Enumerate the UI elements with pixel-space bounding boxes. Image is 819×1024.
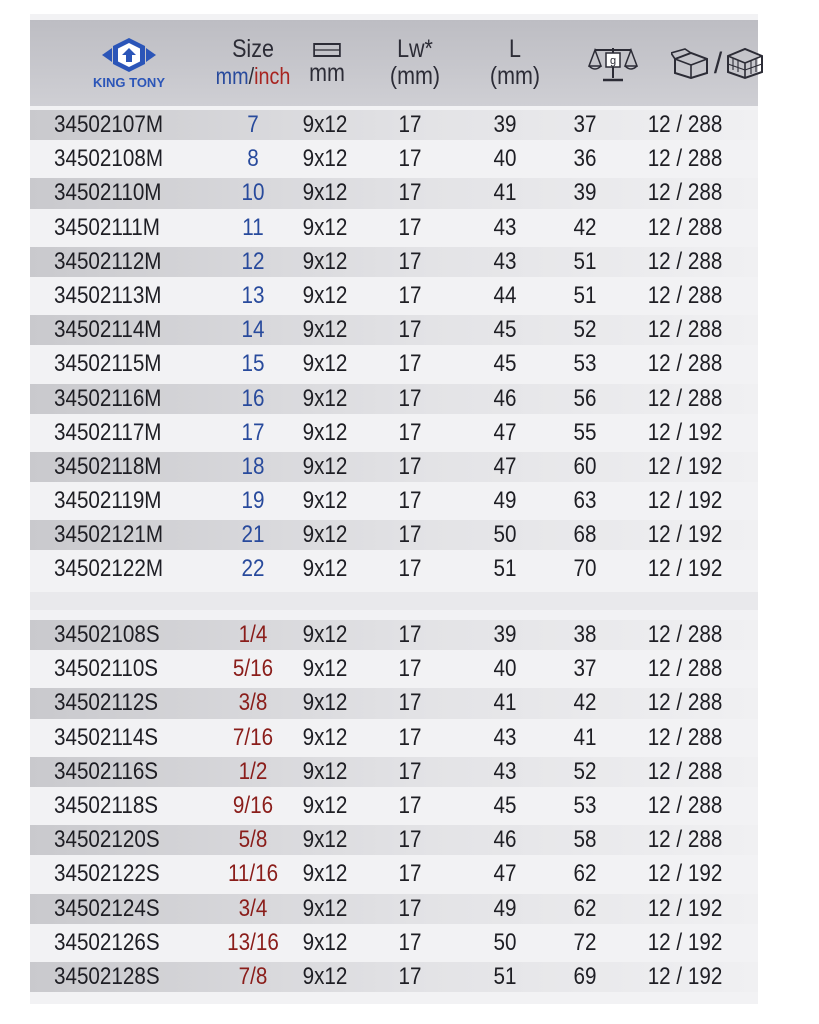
packing-value: 12 / 288 [647, 179, 723, 207]
length-value: 45 [493, 350, 517, 378]
size-value: 8 [247, 145, 259, 173]
weight-value: 41 [573, 723, 597, 751]
square-drive-value: 9x12 [302, 757, 348, 785]
size-value: 19 [241, 487, 265, 515]
size-value: 5/16 [232, 655, 274, 683]
packing-value: 12 / 192 [647, 860, 723, 888]
lw-value: 17 [398, 555, 422, 583]
packing-value: 12 / 192 [647, 521, 723, 549]
part-number: 34502108S [54, 621, 160, 648]
part-number: 34502126S [54, 928, 160, 956]
square-drive-value: 9x12 [302, 350, 348, 378]
lw-unit: (mm) [389, 62, 441, 90]
part-number: 34502116M [54, 384, 162, 412]
size-label: Size [232, 35, 274, 63]
weight-value: 39 [573, 179, 597, 207]
lw-value: 17 [398, 757, 422, 785]
lw-value: 17 [398, 928, 422, 956]
table-row [30, 686, 758, 720]
length-value: 43 [493, 247, 517, 275]
table-row [30, 721, 758, 755]
length-value: 47 [493, 860, 517, 888]
length-value: 43 [493, 213, 517, 241]
table-row [30, 176, 758, 210]
table-row [30, 857, 758, 891]
square-drive-value: 9x12 [302, 316, 348, 344]
header-weight [568, 20, 658, 106]
square-drive-value: 9x12 [302, 621, 348, 648]
square-drive-value: 9x12 [302, 928, 348, 956]
table-row [30, 108, 758, 142]
length-value: 43 [493, 723, 517, 751]
size-value: 13 [241, 281, 265, 309]
packing-value: 12 / 288 [647, 655, 723, 683]
packing-value: 12 / 288 [647, 791, 723, 819]
lw-value: 17 [398, 860, 422, 888]
part-number: 34502113M [54, 281, 162, 309]
lw-value: 17 [398, 384, 422, 412]
header-length [481, 20, 550, 106]
packing-value: 12 / 192 [647, 962, 723, 990]
part-number: 34502119M [54, 487, 162, 515]
part-number: 34502115M [54, 350, 162, 378]
inner-box-icon [671, 47, 711, 79]
packing-value: 12 / 288 [647, 145, 723, 173]
packing-value: 12 / 288 [647, 247, 723, 275]
packing-value: 12 / 192 [647, 928, 723, 956]
brand-name: KING TONY [93, 75, 165, 90]
weight-value: 36 [573, 145, 597, 173]
table-row [30, 926, 758, 960]
table-row [30, 245, 758, 279]
square-drive-value: 9x12 [302, 689, 348, 717]
table-row [30, 755, 758, 789]
size-value: 3/8 [238, 689, 268, 717]
length-value: 47 [493, 418, 517, 446]
length-value: 51 [493, 555, 517, 583]
part-number: 34502120S [54, 826, 160, 854]
size-value: 16 [241, 384, 265, 412]
lw-value: 17 [398, 213, 422, 241]
pack-slash: / [713, 46, 723, 80]
l-unit: (mm) [489, 62, 541, 90]
lw-value: 17 [398, 350, 422, 378]
length-value: 39 [493, 621, 517, 648]
length-value: 46 [493, 826, 517, 854]
part-number: 34502110M [54, 179, 162, 207]
group-separator [30, 592, 758, 610]
packing-value: 12 / 192 [647, 418, 723, 446]
metric-sizes-table [30, 108, 758, 587]
table-row [30, 652, 758, 686]
weight-value: 37 [573, 655, 597, 683]
part-number: 34502110S [54, 655, 159, 683]
weight-value: 69 [573, 962, 597, 990]
length-value: 40 [493, 145, 517, 173]
packing-value: 12 / 288 [647, 384, 723, 412]
part-number: 34502114M [54, 316, 162, 344]
lw-value: 17 [398, 452, 422, 480]
packing-value: 12 / 192 [647, 452, 723, 480]
weight-value: 62 [573, 894, 597, 922]
square-drive-value: 9x12 [302, 962, 348, 990]
square-drive-value: 9x12 [302, 247, 348, 275]
lw-value: 17 [398, 791, 422, 819]
square-drive-icon [312, 40, 341, 60]
weight-value: 51 [573, 281, 597, 309]
lw-value: 17 [398, 145, 422, 173]
lw-value: 17 [398, 723, 422, 751]
length-value: 43 [493, 757, 517, 785]
weight-value: 62 [573, 860, 597, 888]
part-number: 34502112M [54, 247, 162, 275]
lw-value: 17 [398, 247, 422, 275]
table-row [30, 518, 758, 552]
part-number: 34502122M [54, 555, 164, 583]
part-number: 34502116S [54, 757, 159, 785]
weight-value: 53 [573, 791, 597, 819]
lw-value: 17 [398, 179, 422, 207]
lw-value: 17 [398, 621, 422, 648]
size-value: 11 [242, 213, 264, 241]
size-value: 10 [241, 179, 265, 207]
table-row [30, 892, 758, 926]
length-value: 47 [493, 452, 517, 480]
part-number: 34502121M [54, 521, 164, 549]
table-row [30, 484, 758, 518]
size-value: 22 [241, 555, 265, 583]
packing-value: 12 / 288 [647, 621, 723, 648]
size-value: 17 [241, 418, 265, 446]
size-value: 1/4 [238, 621, 268, 648]
inch-sizes-table [30, 618, 758, 994]
weight-value: 53 [573, 350, 597, 378]
lw-value: 17 [398, 826, 422, 854]
weight-unit: g [609, 55, 617, 67]
size-unit-mm: mm [215, 63, 249, 89]
part-number: 34502128S [54, 962, 160, 990]
part-number: 34502117M [54, 418, 162, 446]
length-value: 41 [493, 689, 517, 717]
l-label: L [509, 35, 521, 63]
weight-value: 52 [573, 757, 597, 785]
packing-value: 12 / 288 [647, 316, 723, 344]
table-row [30, 450, 758, 484]
length-value: 49 [493, 487, 517, 515]
square-drive-value: 9x12 [302, 860, 348, 888]
packing-value: 12 / 288 [647, 723, 723, 751]
square-drive-value: 9x12 [302, 418, 348, 446]
header-packing [658, 20, 778, 106]
table-row [30, 416, 758, 450]
lw-value: 17 [398, 894, 422, 922]
table-row [30, 313, 758, 347]
part-number: 34502122S [54, 860, 160, 888]
square-drive-value: 9x12 [302, 487, 348, 515]
square-unit: mm [309, 58, 345, 87]
table-row [30, 552, 758, 586]
packing-value: 12 / 288 [647, 281, 723, 309]
scale-icon [587, 42, 639, 84]
packing-value: 12 / 288 [647, 213, 723, 241]
length-value: 49 [493, 894, 517, 922]
table-row [30, 960, 758, 994]
square-drive-value: 9x12 [302, 655, 348, 683]
weight-value: 52 [573, 316, 597, 344]
weight-value: 55 [573, 418, 597, 446]
packing-value: 12 / 288 [647, 350, 723, 378]
square-drive-value: 9x12 [302, 894, 348, 922]
lw-label: Lw* [397, 35, 433, 63]
packing-value: 12 / 192 [647, 555, 723, 583]
square-drive-value: 9x12 [302, 281, 348, 309]
weight-value: 42 [573, 213, 597, 241]
table-row [30, 382, 758, 416]
table-row [30, 279, 758, 313]
kingtony-logo-icon [98, 36, 160, 74]
square-drive-value: 9x12 [302, 452, 348, 480]
table-row [30, 347, 758, 381]
size-unit-slash: / [248, 63, 255, 89]
lw-value: 17 [398, 655, 422, 683]
length-value: 41 [493, 179, 517, 207]
weight-value: 38 [573, 621, 597, 648]
weight-value: 58 [573, 826, 597, 854]
square-drive-value: 9x12 [302, 179, 348, 207]
part-number: 34502118M [54, 452, 162, 480]
size-value: 3/4 [238, 894, 268, 922]
size-value: 1/2 [238, 757, 268, 785]
part-number: 34502111M [54, 213, 160, 241]
weight-value: 56 [573, 384, 597, 412]
packing-value: 12 / 192 [647, 487, 723, 515]
square-drive-value: 9x12 [302, 791, 348, 819]
part-number: 34502118S [54, 791, 159, 819]
header-square-drive [297, 20, 357, 106]
table-header [30, 20, 758, 106]
length-value: 50 [493, 928, 517, 956]
size-value: 5/8 [238, 826, 268, 854]
packing-value: 12 / 288 [647, 689, 723, 717]
square-drive-value: 9x12 [302, 826, 348, 854]
lw-value: 17 [398, 689, 422, 717]
square-drive-value: 9x12 [302, 384, 348, 412]
size-value: 21 [241, 521, 265, 549]
square-drive-value: 9x12 [302, 555, 348, 583]
lw-value: 17 [398, 418, 422, 446]
size-value: 7 [247, 111, 259, 138]
length-value: 44 [493, 281, 517, 309]
weight-value: 51 [573, 247, 597, 275]
size-unit-inch: inch [254, 63, 291, 89]
table-row [30, 789, 758, 823]
lw-value: 17 [398, 487, 422, 515]
weight-value: 37 [573, 111, 597, 138]
packing-value: 12 / 288 [647, 111, 723, 138]
table-row [30, 618, 758, 652]
length-value: 45 [493, 791, 517, 819]
part-number: 34502114S [54, 723, 159, 751]
weight-value: 63 [573, 487, 597, 515]
header-size [206, 20, 301, 106]
length-value: 51 [493, 962, 517, 990]
length-value: 45 [493, 316, 517, 344]
length-value: 40 [493, 655, 517, 683]
square-drive-value: 9x12 [302, 723, 348, 751]
weight-value: 68 [573, 521, 597, 549]
size-value: 11/16 [227, 860, 279, 888]
part-number: 34502124S [54, 894, 160, 922]
packing-value: 12 / 288 [647, 757, 723, 785]
size-value: 15 [241, 350, 265, 378]
table-row [30, 823, 758, 857]
packing-value: 12 / 192 [647, 894, 723, 922]
length-value: 39 [493, 111, 517, 138]
weight-value: 72 [573, 928, 597, 956]
table-row [30, 211, 758, 245]
part-number: 34502107M [54, 111, 164, 138]
size-value: 9/16 [232, 791, 274, 819]
lw-value: 17 [398, 316, 422, 344]
part-number: 34502112S [54, 689, 159, 717]
square-drive-value: 9x12 [302, 521, 348, 549]
length-value: 46 [493, 384, 517, 412]
packing-value: 12 / 288 [647, 826, 723, 854]
header-lw [381, 20, 450, 106]
square-drive-value: 9x12 [302, 145, 348, 173]
part-number: 34502108M [54, 145, 164, 173]
weight-value: 70 [573, 555, 597, 583]
size-value: 7/16 [232, 723, 274, 751]
size-value: 12 [241, 247, 265, 275]
lw-value: 17 [398, 962, 422, 990]
length-value: 50 [493, 521, 517, 549]
weight-value: 60 [573, 452, 597, 480]
size-value: 13/16 [227, 928, 279, 956]
size-value: 18 [241, 452, 265, 480]
square-drive-value: 9x12 [302, 213, 348, 241]
brand-logo [74, 20, 184, 106]
lw-value: 17 [398, 281, 422, 309]
size-value: 14 [241, 316, 265, 344]
table-row [30, 142, 758, 176]
size-units [216, 63, 291, 90]
size-value: 7/8 [238, 962, 268, 990]
weight-value: 42 [573, 689, 597, 717]
lw-value: 17 [398, 521, 422, 549]
carton-icon [725, 46, 765, 80]
square-drive-value: 9x12 [302, 111, 348, 138]
lw-value: 17 [398, 111, 422, 138]
